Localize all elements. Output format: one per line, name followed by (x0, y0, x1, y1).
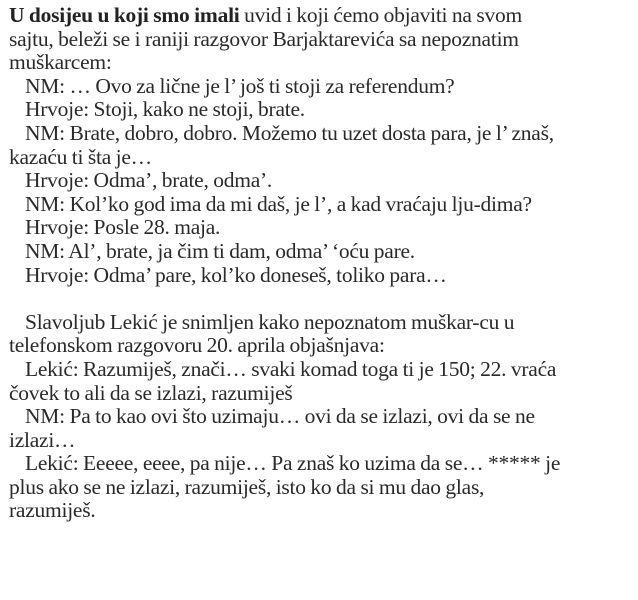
paragraph-gap (9, 287, 569, 311)
transcript-line-lekic: Lekić: Eeeee, eeee, pa nije… Pa znaš ko uzima da se… ***** je plus ako se ne izlazi, razumiješ, isto ko da si mu dao glas, razumiješ. (9, 451, 561, 523)
lead-in-bold: U dosijeu u koji smo imali (9, 3, 240, 27)
transcript-line-hrvoje: Hrvoje: Odma’ pare, kol’ko doneseš, toliko para… (25, 262, 447, 287)
second-intro-paragraph: Slavoljub Lekić je snimljen kako nepoznatom muškar-cu u telefonskom razgovoru 20. aprila objašnjava: (9, 309, 515, 358)
transcript-line-hrvoje: Hrvoje: Odma’, brate, odma’. (25, 168, 273, 193)
intro-paragraph (9, 4, 569, 75)
transcript-line-hrvoje: Hrvoje: Stoji, kako ne stoji, brate. (25, 97, 305, 122)
transcript-line-nm: NM: Pa to kao ovi što uzimaju… ovi da se izlazi, ovi da se ne izlazi… (9, 404, 535, 452)
transcript-line-hrvoje: Hrvoje: Posle 28. maja. (25, 215, 221, 240)
article-body (9, 4, 569, 523)
transcript-line-lekic: Lekić: Razumiješ, znači… svaki komad toga ti je 150; 22. vraća čovek to ali da se izlazi, razumiješ (9, 356, 557, 405)
transcript-line-nm: NM: Brate, dobro, dobro. Možemo tu uzet dosta para, je l’ znaš, kazaću ti šta je… (9, 120, 554, 169)
transcript-line-nm: NM: Kol’ko god ima da mi daš, je l’, a kad vraćaju lju-dima? (25, 191, 532, 216)
intro-text: uvid i koji ćemo objaviti na svom sajtu, beleži se i raniji razgovor Barjaktarevića sa nepoznatim muškarcem: (9, 3, 522, 75)
transcript-line-nm: NM: Al’, brate, ja čim ti dam, odma’ ‘oću pare. (25, 238, 415, 263)
transcript-line-nm: NM: … Ovo za lične je l’ još ti stoji za referendum? (25, 73, 455, 98)
